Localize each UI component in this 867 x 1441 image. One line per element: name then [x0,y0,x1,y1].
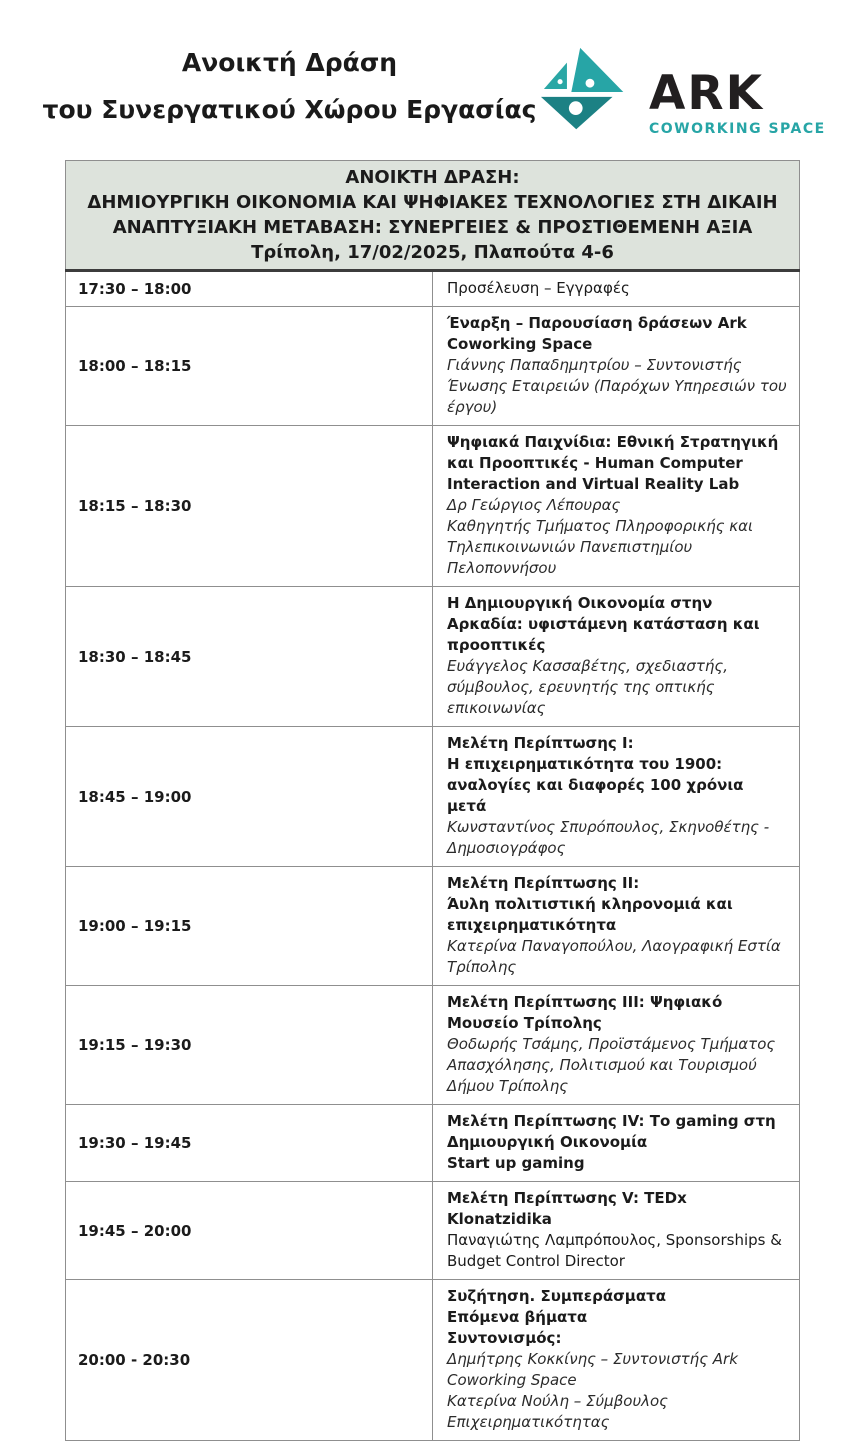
time-slot: 18:45 – 19:00 [66,727,433,867]
schedule-row [66,307,800,426]
ark-boat-icon [539,40,637,144]
session-line: Άυλη πολιτιστική κληρονομιά και επιχειρηματικότητα [447,895,733,934]
time-slot: 19:15 – 19:30 [66,986,433,1105]
schedule-row [66,271,800,307]
session-line: Μελέτη Περίπτωσης IV: Το gaming στη Δημιουργική Οικονομία [447,1112,776,1151]
session-line: Μελέτη Περίπτωσης Ι: [447,734,634,752]
session-line: Η επιχειρηματικότητα του 1900: αναλογίες και διαφορές 100 χρόνια μετά [447,755,744,815]
time-slot: 18:15 – 18:30 [66,426,433,587]
ark-logo-subtitle: COWORKING SPACE [649,120,826,137]
session-line: Κατερίνα Παναγοπούλου, Λαογραφική Εστία Τρίπολης [447,937,781,976]
document-header [0,0,867,160]
ark-logo [539,38,839,144]
schedule-row [66,1280,800,1441]
session-line: Προσέλευση – Εγγραφές [447,279,630,297]
session-line: Συντονισμός: [447,1329,562,1347]
time-slot: 18:30 – 18:45 [66,587,433,727]
session-line: Ευάγγελος Κασσαβέτης, σχεδιαστής, σύμβουλος, ερευνητής της οπτικής επικοινωνίας [447,657,728,717]
session-line: Θοδωρής Τσάμης, Προϊστάμενος Τμήματος Απασχόλησης, Πολιτισμού και Τουρισμού Δήμου Τρίπολης [447,1035,776,1095]
session-line: Start up gaming [447,1154,585,1172]
schedule-row [66,727,800,867]
ark-logo-name: ARK [649,65,764,121]
session-line: Καθηγητής Τμήματος Πληροφορικής και Τηλεπικοινωνιών Πανεπιστημίου Πελοποννήσου [447,517,754,577]
session-line: Κωνσταντίνος Σπυρόπουλος, Σκηνοθέτης - Δημοσιογράφος [447,818,770,857]
ark-logo-text [649,48,826,137]
session-details [433,867,800,986]
session-details [433,271,800,307]
time-slot: 17:30 – 18:00 [66,271,433,307]
schedule-row [66,587,800,727]
schedule-title-row [66,161,800,271]
schedule-row [66,1182,800,1280]
document-title [40,38,539,122]
session-details [433,1280,800,1441]
session-details [433,307,800,426]
time-slot: 19:45 – 20:00 [66,1182,433,1280]
session-line: Η Δημιουργική Οικονομία στην Αρκαδία: υφιστάμενη κατάσταση και προοπτικές [447,594,760,654]
session-details [433,1182,800,1280]
session-details [433,587,800,727]
schedule-title-line-1: ΑΝΟΙΚΤΗ ΔΡΑΣΗ: [345,167,520,188]
session-details [433,727,800,867]
schedule-row [66,867,800,986]
schedule-title-line-3: ΑΝΑΠΤΥΞΙΑΚΗ ΜΕΤΑΒΑΣΗ: ΣΥΝΕΡΓΕΙΕΣ & ΠΡΟΣΤΙΘΕΜΕΝΗ ΑΞΙΑ [112,217,753,238]
session-details [433,426,800,587]
time-slot: 18:00 – 18:15 [66,307,433,426]
session-line: Γιάννης Παπαδημητρίου – Συντονιστής Ένωσης Εταιρειών (Παρόχων Υπηρεσιών του έργου) [447,356,787,416]
schedule-row [66,1105,800,1182]
session-details [433,986,800,1105]
schedule-row [66,426,800,587]
session-line: Μελέτη Περίπτωσης ΙΙ: [447,874,640,892]
schedule-table [65,160,800,1441]
session-line: Συζήτηση. Συμπεράσματα [447,1287,667,1305]
title-line-2: του Συνεργατικού Χώρου Εργασίας [42,95,537,124]
time-slot: 20:00 - 20:30 [66,1280,433,1441]
schedule-title-line-2: ΔΗΜΙΟΥΡΓΙΚΗ ΟΙΚΟΝΟΜΙΑ ΚΑΙ ΨΗΦΙΑΚΕΣ ΤΕΧΝΟΛΟΓΙΕΣ ΣΤΗ ΔΙΚΑΙΗ [87,192,778,213]
session-line: Επόμενα βήματα [447,1308,588,1326]
session-line: Δημήτρης Κοκκίνης – Συντονιστής Ark Coworking Space [447,1350,738,1389]
session-line: Μελέτη Περίπτωσης ΙΙΙ: Ψηφιακό Μουσείο Τρίπολης [447,993,723,1032]
session-line: Μελέτη Περίπτωσης V: TEDx Klonatzidika [447,1189,687,1228]
session-line: Έναρξη – Παρουσίαση δράσεων Ark Coworking Space [447,314,747,353]
time-slot: 19:30 – 19:45 [66,1105,433,1182]
schedule-body [66,271,800,1441]
session-details [433,1105,800,1182]
schedule-row [66,986,800,1105]
session-line: Δρ Γεώργιος Λέπουρας [447,496,621,514]
schedule-title-line-4: Τρίπολη, 17/02/2025, Πλαπούτα 4-6 [251,242,614,263]
session-line: Κατερίνα Νούλη – Σύμβουλος Επιχειρηματικότητας [447,1392,668,1431]
session-line: Παναγιώτης Λαμπρόπουλος, Sponsorships & Budget Control Director [447,1231,782,1270]
session-line: Ψηφιακά Παιχνίδια: Εθνική Στρατηγική και Προοπτικές - Human Computer Interaction and Virtual Reality Lab [447,433,779,493]
title-line-1: Ανοικτή Δράση [181,48,398,77]
time-slot: 19:00 – 19:15 [66,867,433,986]
schedule-title-cell [66,161,800,271]
